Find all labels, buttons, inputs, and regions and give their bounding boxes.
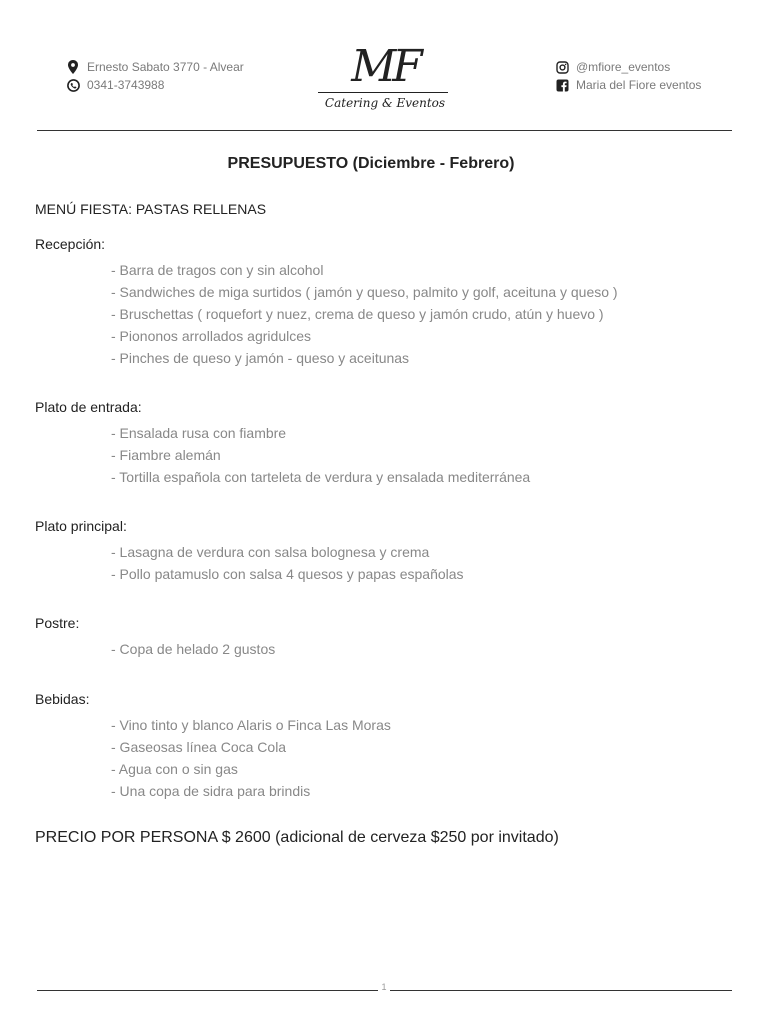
instagram-row [555, 58, 701, 76]
letterhead [0, 0, 768, 132]
section-recepcion [35, 233, 618, 369]
whatsapp-icon [66, 78, 80, 92]
address-row [66, 58, 244, 76]
footer-divider-right [390, 990, 732, 991]
list-item: - Fiambre alemán [111, 447, 221, 463]
list-item: - Piononos arrollados agridulces [111, 328, 311, 344]
logo-underline [318, 92, 448, 93]
section-postre [35, 612, 275, 660]
page-number: 1 [381, 982, 387, 992]
instagram-icon [555, 60, 569, 74]
list-item: - Tortilla española con tarteleta de verdura y ensalada mediterránea [111, 469, 531, 485]
header-divider [37, 130, 732, 131]
list-item: - Pinches de queso y jamón - queso y aceitunas [111, 350, 410, 366]
item-list [111, 714, 391, 802]
item-list [111, 259, 618, 369]
list-item: - Una copa de sidra para brindis [111, 783, 311, 799]
footer-divider-left [37, 990, 378, 991]
section-bebidas [35, 688, 391, 802]
logo-monogram: MF [351, 41, 419, 92]
section-plato-de-entrada [35, 396, 530, 488]
list-item: - Gaseosas línea Coca Cola [111, 739, 287, 755]
menu-label: MENÚ FIESTA: PASTAS RELLENAS [35, 201, 267, 217]
address-text: Ernesto Sabato 3770 - Alvear [87, 60, 244, 74]
list-item: - Pollo patamuslo con salsa 4 quesos y papas españolas [111, 566, 464, 582]
section-title: Postre: [35, 615, 80, 631]
company-logo [318, 40, 452, 116]
list-item: - Agua con o sin gas [111, 761, 238, 777]
list-item: - Copa de helado 2 gustos [111, 641, 276, 657]
item-list [111, 422, 530, 488]
item-list [111, 638, 275, 660]
list-item: - Lasagna de verdura con salsa bolognesa y crema [111, 544, 430, 560]
item-list [111, 541, 464, 585]
section-title: Recepción: [35, 236, 106, 252]
list-item: - Sandwiches de miga surtidos ( jamón y queso, palmito y golf, aceituna y queso ) [111, 284, 618, 300]
list-item: - Vino tinto y blanco Alaris o Finca Las Moras [111, 717, 391, 733]
logo-subtitle: Catering & Eventos [324, 96, 446, 110]
contact-info-right [555, 58, 701, 94]
section-title: Plato principal: [35, 518, 127, 534]
facebook-icon [555, 78, 569, 92]
contact-info-left [66, 58, 244, 94]
location-pin-icon [66, 60, 80, 74]
price-per-person: PRECIO POR PERSONA $ 2600 (adicional de cerveza $250 por invitado) [35, 829, 559, 846]
phone-text: 0341-3743988 [87, 78, 165, 92]
phone-row [66, 76, 244, 94]
list-item: - Barra de tragos con y sin alcohol [111, 262, 324, 278]
section-plato-principal [35, 515, 464, 585]
instagram-text: @mfiore_eventos [576, 60, 671, 74]
facebook-text: Maria del Fiore eventos [576, 78, 702, 92]
page-title: PRESUPUESTO (Diciembre - Febrero) [227, 155, 515, 172]
list-item: - Bruschettas ( roquefort y nuez, crema de queso y jamón crudo, atún y huevo ) [111, 306, 604, 322]
section-title: Bebidas: [35, 691, 90, 707]
facebook-row [555, 76, 701, 94]
list-item: - Ensalada rusa con fiambre [111, 425, 287, 441]
section-title: Plato de entrada: [35, 399, 142, 415]
